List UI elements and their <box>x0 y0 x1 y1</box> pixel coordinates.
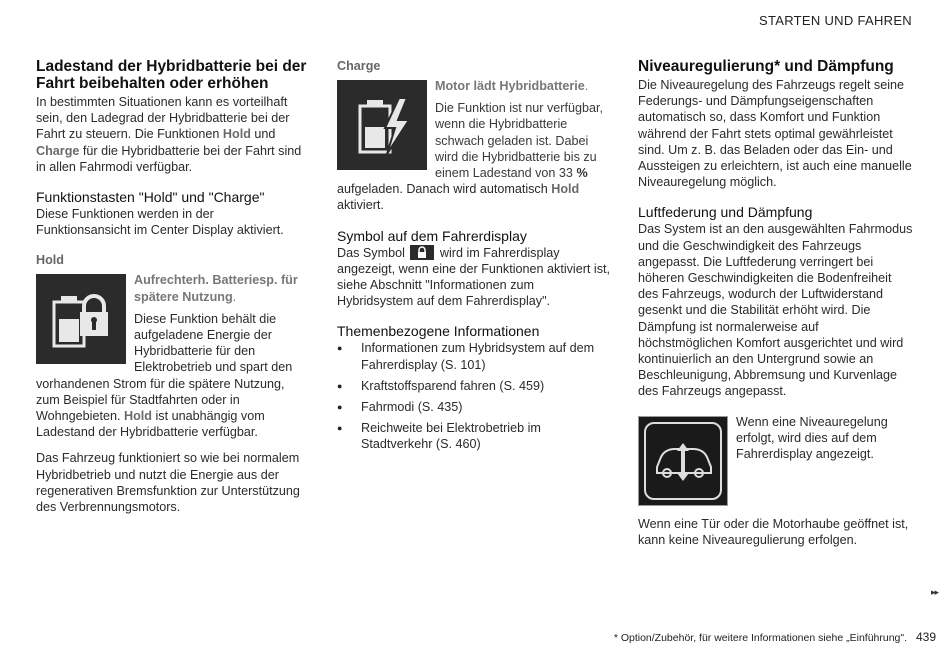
section-header: STARTEN UND FAHREN <box>759 13 912 28</box>
related-link[interactable]: ● Fahrmodi (S. 435) <box>337 399 612 415</box>
lock-icon <box>410 245 434 260</box>
charge-caption: Motor lädt Hybridbatterie. <box>435 79 589 93</box>
hold-caption: Aufrechterh. Batteriesp. für spätere Nutzung. <box>134 273 298 304</box>
footnote: * Option/Zubehör, für weitere Informationen siehe „Einführung". <box>613 632 908 644</box>
intro-paragraph: In bestimmten Situationen kann es vorteilhaft sein, den Ladegrad der Hybridbatterie bei der Fahrt zu steuern. Die Funktionen Hold und Charge für die Hybridbatterie bei der Fahrt sind in allen Fahrmodi verfügbar. <box>36 95 302 174</box>
column-middle <box>337 58 612 458</box>
hold-label: Hold <box>36 253 64 268</box>
column-left <box>36 58 311 515</box>
hold-charge-title: Ladestand der Hybridbatterie bei der Fahrt beibehalten oder erhöhen <box>36 58 307 92</box>
function-keys-text: Diese Funktionen werden in der Funktionsansicht im Center Display aktiviert. <box>36 207 284 238</box>
battery-charge-icon <box>337 80 427 170</box>
level-intro: Die Niveauregelung des Fahrzeugs regelt seine Federungs- und Dämpfungseigenschaften automatisch so, dass Komfort und Funktion während der Fahrt stets optimal gewährleistet sind. Um z. B. das Beladen oder das Ein- und Aussteigen zu erleichtern, ist auch eine manuelle Niveauregelung möglich. <box>638 78 912 190</box>
battery-hold-icon <box>36 274 126 364</box>
continue-arrows-icon: ▸▸ <box>930 587 938 597</box>
hold-text: Diese Funktion behält die aufgeladene Energie der Hybridbatterie für den Elektrobetrieb und spart den vorhandenen Strom für die spätere Nutzung, zum Beispiel für Stadtfahrten oder in Wohngebieten. Hold ist unabhängig vom Ladestand der Hybridbatterie verfügbar. <box>36 311 293 440</box>
symbol-text: Das Symbol wird im Fahrerdisplay angezeigt, wenn eine der Funktionen aktiviert ist, siehe Abschnitt "Informationen zum Hybridsystem auf dem Fahrerdisplay". <box>337 245 611 309</box>
air-suspension-heading: Luftfederung und Dämpfung <box>638 204 813 221</box>
charge-text: Die Funktion ist nur verfügbar, wenn die Hybridbatterie schwach geladen ist. Dabei wird die Hybridbatterie bis zu einem Ladestand von 33 % aufgeladen. Danach wird automatisch Hold aktiviert. <box>337 101 603 213</box>
footer <box>614 630 936 644</box>
air-suspension-text: Das System ist an den ausgewählten Fahrmodus und die Geschwindigkeit des Fahrzeugs angepasst. Die Luftfederung verringert bei höheren Geschwindigkeiten die Bodenfreiheit des Fahrzeugs, wodurch der Luftwiderstand gesenkt und die Stabilität erhöht wird. Die Dämpfung ist normalerweise auf höchstmöglichen Komfort ausgerichtet und wird kontinuierlich an den Untergrund sowie an Beschleunigung, Abbremsung und Kurvenlage des Fahrzeugs angepasst. <box>638 222 913 399</box>
charge-label: Charge <box>337 59 381 73</box>
related-link[interactable]: ● Kraftstoffsparend fahren (S. 459) <box>337 378 612 394</box>
function-keys-heading: Funktionstasten "Hold" und "Charge" <box>36 189 265 206</box>
level-icon-text: Wenn eine Niveauregelung erfolgt, wird dies auf dem Fahrerdisplay angezeigt. <box>736 414 888 462</box>
related-link[interactable]: ● Reichweite bei Elektrobetrieb im Stadtverkehr (S. 460) <box>337 420 612 452</box>
related-heading: Themenbezogene Informationen <box>337 323 540 340</box>
page-number: 439 <box>915 630 936 644</box>
normal-hybrid-text: Das Fahrzeug funktioniert so wie bei normalem Hybridbetrieb und nutzt die Energie aus der regenerativen Bremsfunktion zur Unterstützung des Verbrennungsmotors. <box>36 451 300 515</box>
door-open-text: Wenn eine Tür oder die Motorhaube geöffnet ist, kann keine Niveauregulierung erfolgen. <box>638 516 909 547</box>
level-control-title: Niveauregulierung* und Dämpfung <box>638 58 894 75</box>
related-link[interactable]: ● Informationen zum Hybridsystem auf dem Fahrerdisplay (S. 101) <box>337 340 612 372</box>
level-control-icon <box>638 416 728 506</box>
symbol-heading: Symbol auf dem Fahrerdisplay <box>337 227 527 244</box>
column-right <box>638 58 913 548</box>
related-list <box>337 340 612 452</box>
